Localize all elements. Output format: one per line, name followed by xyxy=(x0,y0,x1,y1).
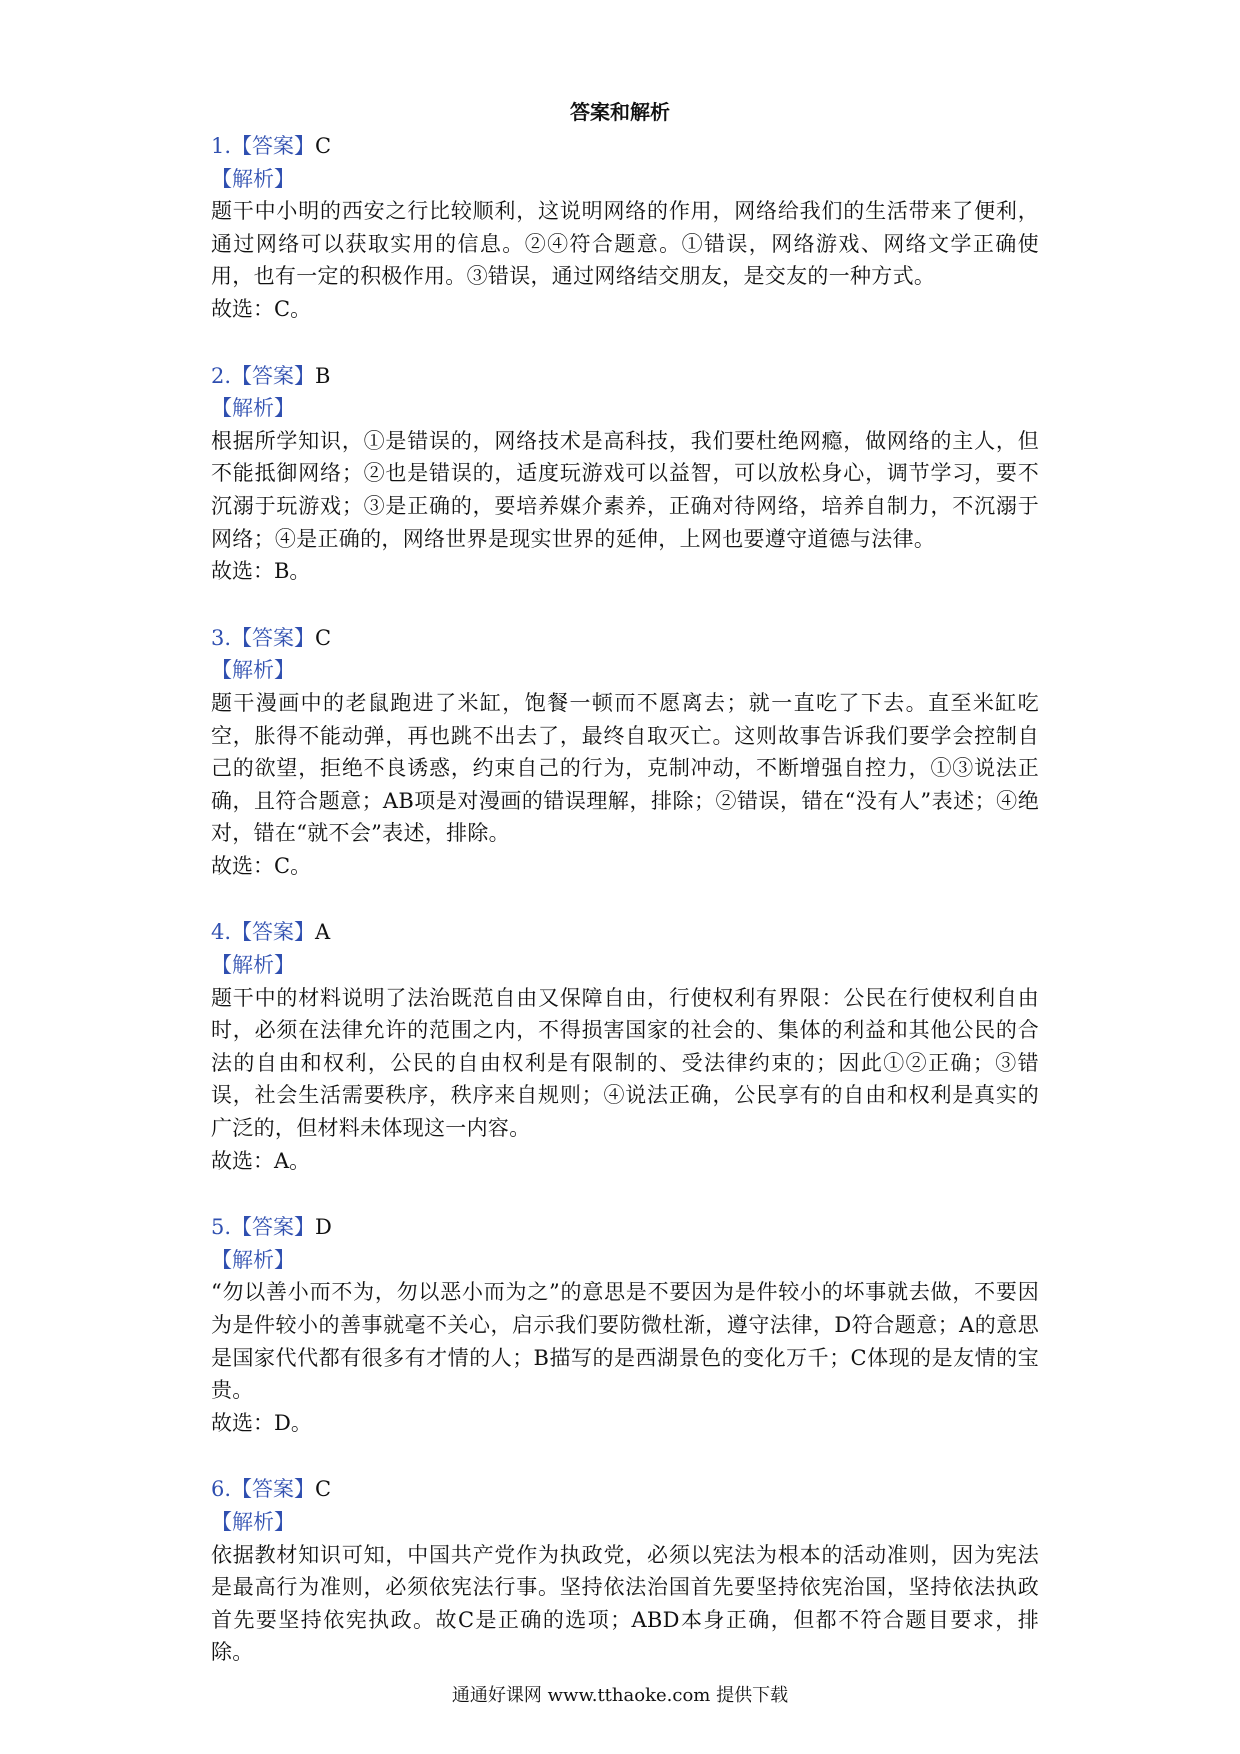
answer-tag: 【答案】 xyxy=(231,920,316,945)
explanation-text: “勿以善小而不为，勿以恶小而为之”的意思是不要因为是件较小的坏事就去做，不要因为是件较小的善事就毫不关心，启示我们要防微杜渐，遵守法律，D符合题意；A的意思是国家代代都有很多有才情的人；B描写的是西湖景色的变化万千；C体现的是友情的宝贵。 xyxy=(211,1280,1039,1403)
explanation-text: 题干漫画中的老鼠跑进了米缸，饱餐一顿而不愿离去；就一直吃了下去。直至米缸吃空，胀得不能动弹，再也跳不出去了，最终自取灭亡。这则故事告诉我们要学会控制自己的欲望，拒绝不良诱惑，约束自己的行为，克制冲动，不断增强自控力，①③说法正确，且符合题意；AB项是对漫画的错误理解，排除；②错误，错在“没有人”表述；④绝对，错在“就不会”表述，排除。 xyxy=(211,690,1039,846)
page-title: 答案和解析 xyxy=(570,100,670,124)
answer-item-5 xyxy=(211,1211,1039,1439)
item-number: 4. xyxy=(211,920,232,945)
explain-tag: 【解析】 xyxy=(211,1509,295,1534)
page-footer: 通通好课网 www.tthaoke.com 提供下载 xyxy=(451,1685,789,1706)
explanation-text: 依据教材知识可知，中国共产党作为执政党，必须以宪法为根本的活动准则，因为宪法是最高行为准则，必须依宪法行事。坚持依法治国首先要坚持依宪治国，坚持依法执政首先要坚持依宪执政。故C是正确的选项；ABD本身正确，但都不符合题目要求，排除。 xyxy=(211,1542,1039,1665)
answer-item-1 xyxy=(211,130,1039,326)
explain-tag: 【解析】 xyxy=(211,1247,295,1272)
answer-value: C xyxy=(315,1477,332,1502)
conclusion-text: 故选：A。 xyxy=(211,1148,311,1173)
answer-line xyxy=(211,622,1039,655)
item-number: 5. xyxy=(211,1215,232,1240)
item-number: 2. xyxy=(211,363,232,388)
answer-value: C xyxy=(315,134,332,158)
answer-line xyxy=(211,1473,1039,1506)
answer-item-2 xyxy=(211,360,1039,588)
explanation-text: 题干中的材料说明了法治既范自由又保障自由，行使权利有界限：公民在行使权利自由时，必须在法律允许的范围之内，不得损害国家的社会的、集体的利益和其他公民的合法的自由和权利，公民的自由权利是有限制的、受法律约束的；因此①②正确；③错误，社会生活需要秩序，秩序来自规则；④说法正确，公民享有的自由和权利是真实的广泛的，但材料未体现这一内容。 xyxy=(211,985,1039,1141)
answer-value: C xyxy=(315,625,332,650)
answer-item-4 xyxy=(211,916,1039,1177)
answer-line xyxy=(211,916,1039,949)
answer-line xyxy=(211,130,1039,163)
answer-tag: 【答案】 xyxy=(231,134,316,158)
answer-tag: 【答案】 xyxy=(231,1215,316,1240)
item-number: 3. xyxy=(211,625,232,650)
conclusion-text: 故选：C。 xyxy=(211,853,312,878)
conclusion-text: 故选：C。 xyxy=(211,296,312,321)
answer-value: D xyxy=(315,1215,332,1240)
explanation-text: 根据所学知识，①是错误的，网络技术是高科技，我们要杜绝网瘾，做网络的主人，但不能抵御网络；②也是错误的，适度玩游戏可以益智，可以放松身心，调节学习，要不沉溺于玩游戏；③是正确的，要培养媒介素养，正确对待网络，培养自制力，不沉溺于网络；④是正确的，网络世界是现实世界的延伸，上网也要遵守道德与法律。 xyxy=(211,428,1039,551)
item-number: 1. xyxy=(211,134,232,158)
explain-tag: 【解析】 xyxy=(211,166,295,191)
answer-tag: 【答案】 xyxy=(231,1477,316,1502)
conclusion-text: 故选：D。 xyxy=(211,1410,312,1435)
explain-tag: 【解析】 xyxy=(211,953,295,978)
answer-tag: 【答案】 xyxy=(231,363,316,388)
answer-item-6 xyxy=(211,1473,1039,1669)
conclusion-text: 故选：B。 xyxy=(211,559,311,584)
explain-tag: 【解析】 xyxy=(211,396,295,421)
item-number: 6. xyxy=(211,1477,232,1502)
explain-tag: 【解析】 xyxy=(211,658,295,683)
answer-tag: 【答案】 xyxy=(231,625,316,650)
explanation-text: 题干中小明的西安之行比较顺利，这说明网络的作用，网络给我们的生活带来了便利，通过网络可以获取实用的信息。②④符合题意。①错误，网络游戏、网络文学正确使用，也有一定的积极作用。③错误，通过网络结交朋友，是交友的一种方式。 xyxy=(211,199,1039,289)
answer-line xyxy=(211,1211,1039,1244)
answer-value: A xyxy=(315,920,331,945)
answer-line xyxy=(211,360,1039,393)
answer-item-3 xyxy=(211,622,1039,883)
answer-list xyxy=(211,130,1039,1703)
answer-value: B xyxy=(315,363,331,388)
